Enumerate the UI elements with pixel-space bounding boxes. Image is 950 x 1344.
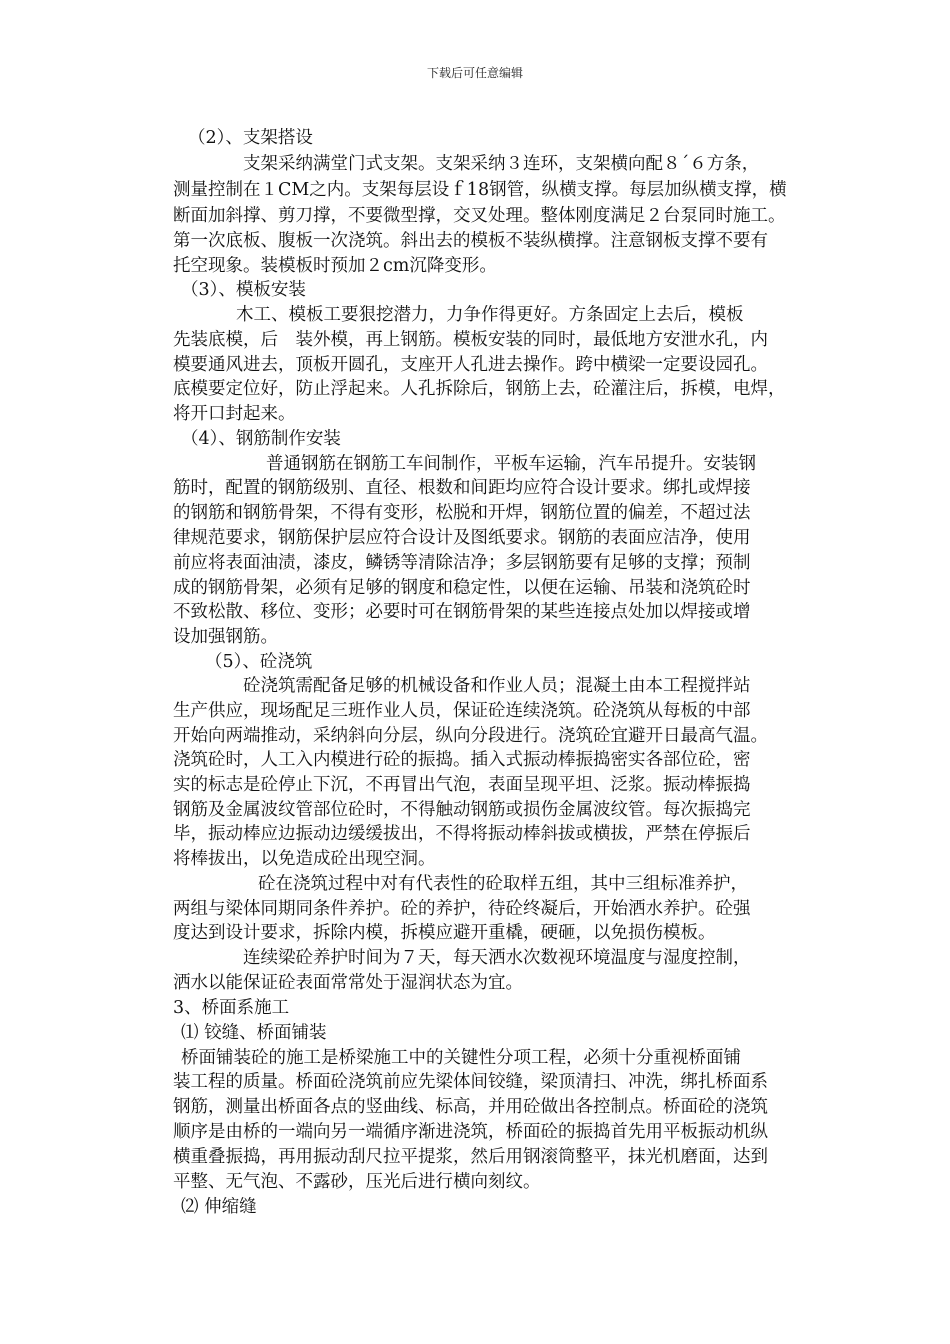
text-line: 先装底模，后 装外模，再上钢筋。模板安装的同时，最低地方安泄水孔，内 — [173, 330, 768, 350]
text-line: 第一次底板、腹板一次浇筑。斜出去的模板不装纵横撑。注意钢板支撑不要有 — [173, 231, 768, 251]
heading-expansion-joint: ⑵ 伸缩缝 — [181, 1197, 257, 1217]
text-line: 的钢筋和钢筋骨架，不得有变形，松脱和开焊，钢筋位置的偏差，不超过法 — [173, 503, 751, 523]
text-line: 桥面铺装砼的施工是桥梁施工中的关键性分项工程，必须十分重视桥面铺 — [181, 1048, 741, 1068]
text-line: 钢筋及金属波纹管部位砼时，不得触动钢筋或损伤金属波纹管。每次振捣完 — [173, 800, 751, 820]
text-line: 前应将表面油渍，漆皮，鳞锈等清除洁净；多层钢筋要有足够的支撑；预制 — [173, 553, 751, 573]
text-line: 支架采纳满堂门式支架。支架采纳３连环，支架横向配８´６方条， — [243, 154, 760, 174]
text-line: 顺序是由桥的一端向另一端循序渐进浇筑，桥面砼的振捣首先用平板振动机纵 — [173, 1122, 768, 1142]
text-line: 毕，振动棒应边振动边缓缓拔出，不得将振动棒斜拔或横拔，严禁在停振后 — [173, 824, 751, 844]
heading-rebar: （4）、钢筋制作安装 — [181, 429, 341, 449]
text-line: 模要通风进去，顶板开圆孔，支座开人孔进去操作。跨中横梁一定要设园孔。 — [173, 355, 768, 375]
text-line: 将棒拔出，以免造成砼出现空洞。 — [173, 849, 436, 869]
text-line: 设加强钢筋。 — [173, 627, 278, 647]
text-line: 两组与梁体同期同条件养护。砼的养护，待砼终凝后，开始洒水养护。砼强 — [173, 899, 751, 919]
text-line: 装工程的质量。桥面砼浇筑前应先梁体间铰缝，梁顶清扫、冲洗，绑扎桥面系 — [173, 1072, 768, 1092]
text-line: 浇筑砼时，人工入内模进行砼的振捣。插入式振动棒振捣密实各部位砼，密 — [173, 750, 751, 770]
text-line: 横重叠振捣，再用振动刮尺拉平提浆，然后用钢滚筒整平，抹光机磨面，达到 — [173, 1147, 768, 1167]
page-header: 下载后可任意编辑 — [426, 66, 523, 80]
text-line: 托空现象。装模板时预加２cm沉降变形。 — [173, 256, 497, 276]
text-line: 洒水以能保证砼表面常常处于湿润状态为宜。 — [173, 973, 523, 993]
text-line: 测量控制在１CM之内。支架每层设ｆ18钢管，纵横支撑。每层加纵横支撑，横 — [173, 180, 787, 200]
text-line: 断面加斜撑、剪刀撑，不要微型撑，交叉处理。整体刚度满足２台泵同时施工。 — [173, 206, 786, 226]
text-line: 实的标志是砼停止下沉，不再冒出气泡，表面呈现平坦、泛浆。振动棒振捣 — [173, 775, 751, 795]
text-line: 底模要定位好，防止浮起来。人孔拆除后，钢筋上去，砼灌注后，拆模，电焊， — [173, 379, 786, 399]
heading-concrete-pouring: （5）、砼浇筑 — [205, 652, 313, 672]
text-line: 筋时，配置的钢筋级别、直径、根数和间距均应符合设计要求。绑扎或焊接 — [173, 478, 751, 498]
text-line: 钢筋，测量出桥面各点的竖曲线、标高，并用砼做出各控制点。桥面砼的浇筑 — [173, 1097, 768, 1117]
text-line: 度达到设计要求，拆除内模，拆模应避开重橇，硬砸，以免损伤模板。 — [173, 923, 716, 943]
text-line: 律规范要求，钢筋保护层应符合设计及图纸要求。钢筋的表面应洁净，使用 — [173, 528, 751, 548]
text-line: 成的钢筋骨架，必须有足够的钢度和稳定性，以便在运输、吊装和浇筑砼时 — [173, 578, 751, 598]
text-line: 砼浇筑需配备足够的机械设备和作业人员；混凝土由本工程搅拌站 — [243, 676, 751, 696]
text-line: 砼在浇筑过程中对有代表性的砼取样五组，其中三组标准养护， — [258, 874, 748, 894]
text-line: 平整、无气泡、不露砂，压光后进行横向刻纹。 — [173, 1172, 541, 1192]
text-line: 生产供应，现场配足三班作业人员，保证砼连续浇筑。砼浇筑从每板的中部 — [173, 701, 751, 721]
text-line: 普通钢筋在钢筋工车间制作，平板车运输，汽车吊提升。安装钢 — [266, 454, 756, 474]
heading-support-erection: （2）、支架搭设 — [188, 128, 313, 148]
text-line: 将开口封起来。 — [173, 404, 296, 424]
heading-hinge-paving: ⑴ 铰缝、桥面铺装 — [181, 1023, 327, 1043]
text-line: 不致松散、移位、变形；必要时可在钢筋骨架的某些连接点处加以焊接或增 — [173, 602, 751, 622]
text-line: 木工、模板工要狠挖潜力，力争作得更好。方条固定上去后，模板 — [236, 305, 744, 325]
text-line: 开始向两端推动，采纳斜向分层，纵向分段进行。浇筑砼宜避开日最高气温。 — [173, 726, 768, 746]
heading-deck-system: 3、桥面系施工 — [173, 998, 290, 1018]
heading-formwork: （3）、模板安装 — [181, 280, 306, 300]
text-line: 连续梁砼养护时间为７天，每天洒水次数视环境温度与湿度控制， — [243, 948, 751, 968]
